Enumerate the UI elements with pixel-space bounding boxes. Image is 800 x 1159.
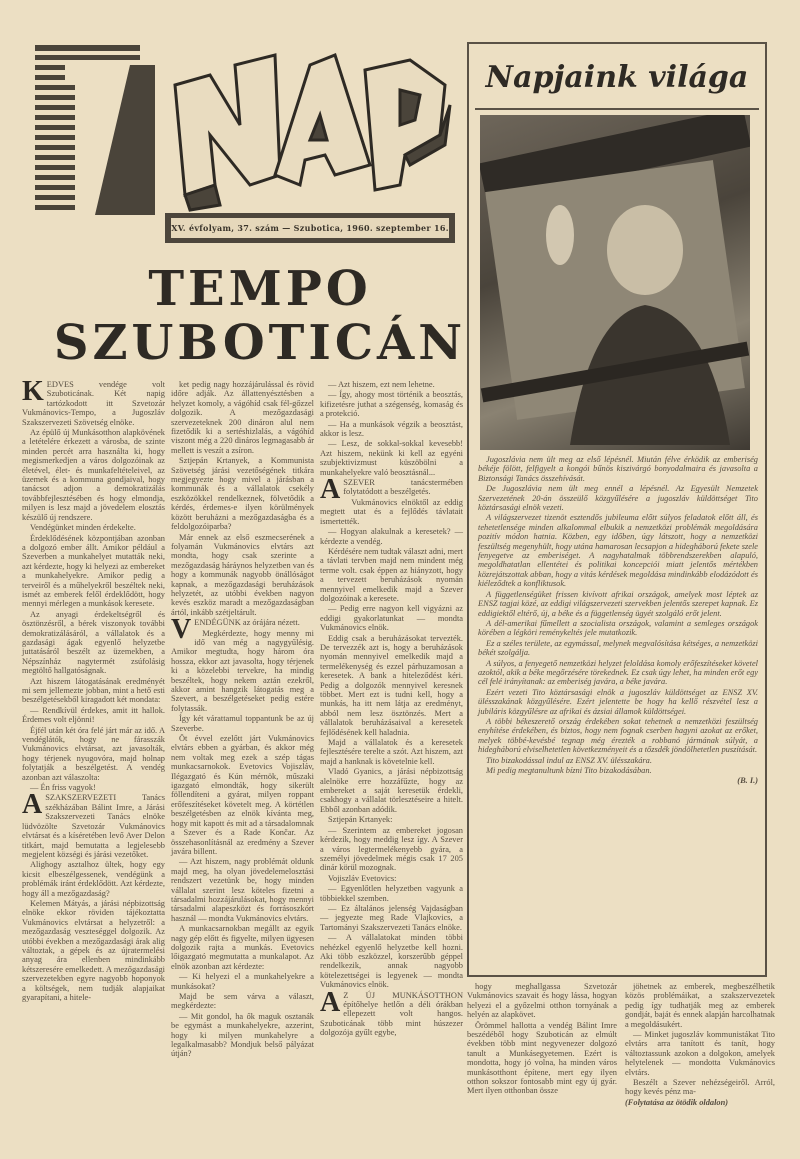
paragraph: hogy meghallgassa Szvetozár Vukmánovics szavait és hogy lássa, hogyan helyezi el a győzelmi otthon tornyának a helyén az alapkövet.: [467, 982, 617, 1020]
issue-info-bar: [165, 213, 455, 243]
paragraph: — Egyenlőtlen helyzetben vagyunk a többiekkel szemben.: [320, 884, 463, 903]
article-column-4: [467, 982, 617, 1097]
paragraph: Így két várattamul toppantunk be az új Szeverbe.: [171, 714, 314, 733]
paragraph: Örömmel hallotta a vendég Bálint Imre beszédéből hogy Szuboticán az elmúlt években több mint negyvenezer dolgozó tanult a Munkásegyetemen. Ezért is mondotta, hogy jó volna, ha minden város munkásotthont építene, mert egy ilyen otthon sokszor fontosabb mint egy új gyár. Mert ilyen otthonban össze: [467, 1020, 617, 1096]
paragraph: Kérdésére nem tudtak választ adni, mert a távlati tervben majd nem mindent még terme volt. csak éppen az hiányzott, hogy a tervezett beruházások nyomán mennyivel emelkedik majd a Szever dolgozóinak a keresete.: [320, 546, 463, 603]
seven-logo-stripes: [35, 45, 155, 215]
paragraph: jöhetnek az emberek, megbeszélhetik közös problémáikat, a szakszervezetek pedig így tudhatják meg az emberek gondját, baját és ennek alapján harcolhatnak a megoldásukért.: [625, 982, 775, 1029]
paragraph: Érdeklődésének központjában azonban a dolgozó ember állt. Amikor például a Szeverben a munkahelyet mutatták neki, azt kérdezte, hogy ki helyezi az embereket a munkahelyekre. Amikor pedig a terveiről és a műhelyekről beszéltek neki, ismét az emberek felől érdeklődött, hogy mennyi mérlegen a munkások keresete.: [22, 533, 165, 609]
signature: (B. I.): [737, 776, 758, 786]
headline-line-1: TEMPO: [148, 261, 372, 317]
paragraph: Vladó Gyanics, a járási népbizottság alelnöke erre hozzáfűzte, hogy az embereket a saját keresetük érdekli, csakhogy a vállalat törlesztéseire a hitelt. Ebből azonban adódik.: [320, 767, 463, 814]
paragraph: — Ez általános jelenség Vajdaságban — jegyezte meg Rade Vlajkovics, a Tartományi Szakszervezeti Tanács elnöke.: [320, 903, 463, 932]
paragraph: — Pedig erre nagyon kell vigyázni az eddigi gyakorlatunkat — mondta Vukmánovics elnök.: [320, 604, 463, 633]
paragraph: Megkérdezte, hogy menny mi idő van még a nagygyűlésig. Amikor megtudta, hogy három óra hossza, ekkor azt javasolta, hogy térjenek ki a közelebbi tervekre, ha mindig beszéltek, hogy nekem aztán ezekről, akkor amint hangzik látogatás meg a Szevert, a beszélgetéseket pedig estére folytassák.: [171, 628, 314, 713]
paragraph: — Azt hiszem, nagy problémát oldunk majd meg, ha olyan jövedelemelosztási rendszert vezetünk be, hogy minden vállalat szerint lesz köteles fizetni a társadalmi hozzájárulásokat, hogy mennyi társadalmi alapeszközt és forrásoszkórt használ — mondta Vukmánovics elvtárs.: [171, 857, 314, 923]
paragraph: — Szerintem az embereket jogosan kérdezik, hogy meddig lesz így. A Szever a város legtermelékenyebb gyára, a személyi jövedelmek mégis csak 17 205 dinár körül mozognak.: [320, 825, 463, 873]
paragraph: ASZEVER tanácstermében folytatódott a beszélgetés.: [320, 474, 463, 506]
paragraph: Sztjepán Krtanyek, a Kommunista Szövetség járási vezetőségének titkára megjegyezte hogy mivel a járásban a kommunák és a vállalatok csekély eszközökkel rendelkeznek, fölvetődik a kérdés, érdemes-e ilyen körülmények között beruházni a mezőgazdaságba és a feldolgozóiparba?: [171, 456, 314, 532]
paragraph: Majd a vállalatok és a keresetek fejlesztésére terelte a szót. Azt hiszem, azt majd a hanknak is követelnie kell.: [320, 738, 463, 766]
paragraph: Azt hiszem látogatásának eredményét mi sem jellemezte jobban, mint a hető esti beszélgetésekből kiragadott két mondata:: [22, 676, 165, 705]
paragraph: De Jugoszlávia nem ült meg ennél a lépésnél. Az Egyesült Nemzetek Szervezetének 20-án összeülő közgyűlésére a jugoszláv küldöttséget Tito köztársasági elnök vezeti.: [478, 484, 758, 513]
sidebar-title: Napjaink világa: [475, 50, 759, 110]
paragraph: Már ennek az első eszmecserének a folyamán Vukmánovics elvtárs azt mondta, hogy csak szerinte a mezőgazdaság háráynos helyzetben van és hogy a kommunák nagyobb önállóságot kapnak, a mezőgazdasági beruházások helyzetét, az utóbbi években nagyon kevés eszköz maradt a mezőgazdaságban ártól, inkább szétjeltárult.: [171, 532, 314, 617]
news-photo: [480, 115, 750, 450]
continued-note: (Folytatása az ötödik oldalon): [625, 1097, 729, 1107]
paragraph: Öt évvel ezelőtt járt Vukmánovics elvtárs ebben a gyárban, és akkor még nem voltak meg ezek a szép tágas munkacsarnokok. Evetovics Vojiszláv, Ilégazgató és Kún mérnök, műszaki igazgató elmondták, hogy sikerült föllendíteni a gyárat, milyen roppant erőfeszítéseket követelt meg. A körtétlen beszélgetésben az elnök kívánta meg, hogy mit kapott és mit ad a társadalomnak a Szever és a Rade Končar. Az összehasonlításnál az eredmény a Szever javára billent.: [171, 734, 314, 856]
paragraph: KEDVES vendége volt Szuboticának. Két napig tartózkodott itt Szvetozár Vukmánovics-Tempo, a Jugoszláv Szakszervezeti Szövetség elnöke.: [22, 376, 165, 427]
sidebar-caption: [478, 455, 758, 787]
paragraph: — A vállalatokat minden többi nehézkel egyenlő helyzetbe kell hozni. Aki több eszközzel, korszerűbb géppel rendelkezik, annak nagyobb kötelezettségei is legyenek — mondta Vukmánovics elnök.: [320, 933, 463, 990]
article-column-3: [320, 380, 463, 1039]
paragraph: Az épülő új Munkásotthon alapkövének a letételére érkezett a városba, de szinte minden percét arra használta ki, hogy megismerkedjen a város dolgozóinak az életével, élet- és munkafeltételeivel, az üzemek és a kommuna gondjaival, hogy tanácsot adjon a demokratizálás továbbfejlesztésében és hogy elmondja, milyen is lesz majd a jövedelem elosztás készülő új rendszere.: [22, 428, 165, 522]
paragraph: — Rendkívül érdekes, amit itt hallok. Érdemes volt eljönni!: [22, 705, 165, 725]
paragraph: AZ ÚJ MUNKÁSOTTHON építőhelye hetlőn a déli órákban ellepezett volt hangos. Szuboticának több mint húszezer dolgozója gyűlt egybe,: [320, 986, 463, 1038]
paragraph: Jugoszlávia nem ült meg az első lépésnél. Miután félve érködik az emberiség békéje fölött, felfigyelt a kongói bűnös kiszivárgó bonyodalmaira és javasolta a Biztonsági Tanács összehívását.: [478, 455, 758, 483]
paragraph: — Ki helyezi el a munkahelyekre a munkásokat?: [171, 972, 314, 991]
paragraph: A többi békeszerető ország érdekében sokat tehetnek a nemzetközi feszültség enyhítése érdekében, és biztos, hogy nem fognak cserben hagyni azokat az erőket, melyek többé-kevésbé tegnap még érezték a robbanó jármának súlyát, a hidegháború elviselhetetlen következményeit és a tőzsdék jöndölhetetlen puszítását.: [478, 716, 758, 755]
paragraph: Vojiszláv Evetovics:: [328, 873, 397, 883]
paragraph: Vukmánovics elnöktől az eddig megtett utat és a fejlődés távlatait ismertették.: [320, 497, 463, 526]
article-column-1: [22, 376, 165, 1003]
paragraph: Alighogy asztalhoz ültek, hogy egy kicsit elbeszélgessenek, vendégünk a problémák iránt érdeklődött. Azt kérdezte, hogy áll a mezőgazdaság?: [22, 860, 165, 898]
paragraph: Vendégünket minden érdekelte.: [30, 523, 136, 533]
paragraph: ASZAKSZERVEZETI Tanács székházában Bálint Imre, a Járási Szakszervezeti Tanács elnöke lüdvözölte Szvetozár Vukmánovics elvtársat és a kíséretében levő Aver Delon titkárt, majd bemutatta a legjelesebb megjelent községi és járási vezetőket.: [22, 789, 165, 859]
paragraph: — Én friss vagyok!: [30, 783, 96, 793]
paragraph: Eddig csak a beruházásokat tervezték. De tervezzék azt is, hogy a beruházások nyomán mennyivel emelkedik majd a termelékenység és ezzel párhuzamosan a keresetek. A bank a hiteleződést kéri. Pedig a dolgozók mennyivel keresnek többet. Mert ezt is tudni kell, hogy a munkás, ha itt nem látja az eredményt, abból nem lesz ösztönzés. Mert a vállalatok beruházásaival a keresetek fejlődésének kell haladnia.: [320, 633, 463, 737]
paragraph: Kelemen Mátyás, a járási népbizottság elnöke ekkor röviden tájékoztatta Vukmánovics elvtársat a helyzetről: a mezőgazdaság veszteséggel dolgozik. Az utóbbi években a mezőgazdasági árak alig változtak, a gépek és az újratermelési anyag ára ellenben mindinkább kétszeresére emelkedett. A mezőgazdasági szervezetekben egyre nagyobb hoponyok a költségek, nem tudják alapjaikat gyarapítani, a hitele-: [22, 898, 165, 1002]
paragraph: Tito bizakodással indul az ENSZ XV. ülésszakára.: [486, 755, 652, 765]
paragraph: A világszervezet tizenöt esztendős jubileuma előtt súlyos feladatok előtt áll, és tehetetlensége minden alkalommal elbukik a nemzetközi problémák megoldására pozitív módon hatnia. Közben, egy időben, úgy látszott, hogy a nemzetközi feszültség megenyhült, hogy utána hamarosan lecsapjon a hidegháború fekete szele fenyegetve az emberiséget. A nagyhatalmak többrendszerekben alapuló, megoldhatatlan ellentétei és politikai koncepciói miatt jelentős mértékben közrejátszottak abban, hogy a vitás kérdések megoldása mindinkább elodázódott és kiéleződtek a konfliktusok.: [478, 513, 758, 589]
paragraph: A dél-amerikai fűmellett a szocialista országok, valamint a semleges országok körében a légköri reménykeltés jele mutatkozik.: [478, 618, 758, 638]
paragraph: ket pedig nagy hozzájárulással és rövid időre adják. Az állattenyésztésben a helyzet komoly, a vágóhíd csak fél-gőzzel dolgozik. A mezőgazdasági szervezeteknek 200 dináron alul nem fizetődik ki a sertéshizlalás, a vágóhíd viszont még a 220 dináros legmagasabb ár mellett is veszít a zsíron.: [171, 380, 314, 455]
article-column-5: [625, 982, 775, 1108]
article-column-2: [171, 380, 314, 1060]
paragraph: — Azt hiszem, ezt nem lehetne.: [328, 380, 435, 389]
headline-line-2: SZUBOTICÁN: [53, 315, 467, 371]
paragraph: Az anyagi érdekeltségről és ösztönzésről, a bérek viszonyok további demokratizálásáról, a vállalatok és a gazdasági ágak egyenlő helyzetbe juttatásáról beszélt az üzemekben, a Népszínház nagytermét zsúfolásig megtöltő hallgatóságnak.: [22, 609, 165, 676]
article-headline: [40, 262, 480, 370]
paragraph: A függetlenségüket frissen kivívott afrikai országok, amelyek most léptek az ENSZ tagjai közé, az eddigi világszervezeti szervekben jelentős szerepet kapnak. Ez eddigiektől eltérő, új, a béke és a függetlenség ügyét szolgáló erőt jelent.: [478, 589, 758, 618]
paragraph: Éjfél után két óra felé járt már az idő. A vendéglátók, hogy ne fárasszák Vukmánovics elvtársat, azt javasolták, hogy térjenek nyugovóra, majd holnap folytatják a beszélgetést. A vendég azonban azt válaszolta:: [22, 725, 165, 782]
masthead-logo: [35, 45, 455, 215]
paragraph: Mi pedig megtanultunk bízni Tito bizakodásában.: [486, 766, 652, 775]
paragraph: Majd be sem várva a választ, megkérdezte:: [171, 992, 314, 1011]
paragraph: A súlyos, a fenyegető nemzetközi helyzet feloldása komoly erőfeszítéseket követel azoktól, akik a béke megőrzésére törekednek. Ez csak úgy lehet, ha minden erőt egy cél felé irányítanak: az emberiség javára, a béke javára.: [478, 658, 758, 687]
paragraph: — Így, ahogy most történik a beosztás, kifizetésre juthat a szégenség, komaság és a protekció.: [320, 390, 463, 419]
paragraph: — Mit gondol, ha ők maguk osztanák be egymást a munkahelyekre, azzerint, hogy ki milyen munkahelyre a legalkalmasabb? Mondjuk belső pályázat útján?: [171, 1011, 314, 1059]
paragraph: VENDÉGÜNK az órájára nézett.: [171, 614, 300, 646]
paragraph: — Minket jugoszláv kommunistákat Tito elvtárs arra tanított és tanít, hogy változtassunk azokon a dolgokon, amelyek helytelenek — mondotta Vukmánovics elvtárs.: [625, 1030, 775, 1077]
paragraph: — Hogyan alakulnak a keresetek? — kérdezte a vendég.: [320, 527, 463, 546]
paragraph: A munkacsarnokban megállt az egyik nagy gép előtt és figyelte, milyen ügyesen dolgozik rajta a munkás. Evetovics lőigazgató megmutatta a munkalapot. Az elnök azonban azt kérdezte:: [171, 924, 314, 971]
paragraph: Beszélt a Szever nehézségeiről. Arról, hogy kevés pénz ma-: [625, 1078, 775, 1097]
paragraph: Ez a széles területe, az egymással, melynek megvalósítása kétséges, a nemzetközi békét szolgálja.: [478, 638, 758, 658]
nap-logo-letters: [175, 55, 450, 210]
paragraph: — Ha a munkások végzik a beosztást, akkor is lesz.: [320, 419, 463, 439]
issue-info: XV. évfolyam, 37. szám — Szubotica, 1960. szeptember 16.: [171, 218, 449, 238]
paragraph: Ezért vezeti Tito köztársasági elnök a jugoszláv küldöttséget az ENSZ XV. ülésszakának közgyűlésére. Ezért jelentette be hogy ha kellő részvétel lesz a jubiláris közgyűlésre az afrikai és ázsiai államok küldöttségei.: [478, 687, 758, 716]
paragraph: — Lesz, de sokkal-sokkal kevesebb! Azt hiszem, nekünk ki kell az egyéni szubjektivizmust küszöbölni a munkahelyekre való beosztásnál...: [320, 439, 463, 477]
paragraph: Sztjepán Krtanyek:: [328, 815, 393, 825]
